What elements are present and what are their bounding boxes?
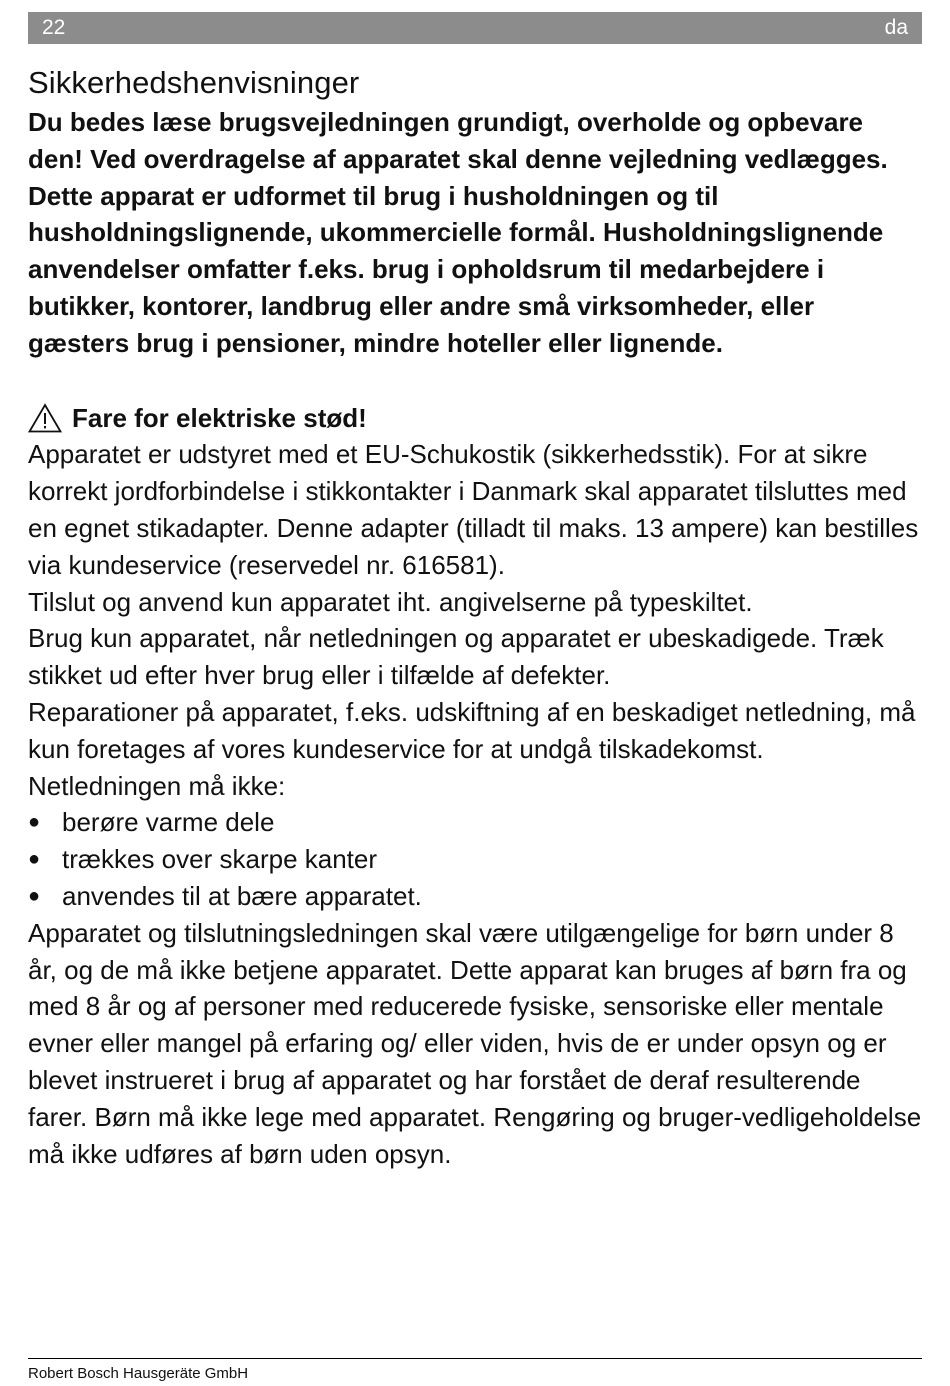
page-content (28, 62, 922, 1172)
warning-heading-text: Fare for elektriske stød! (72, 402, 367, 433)
page-number: 22 (42, 16, 66, 39)
list-item (28, 841, 922, 878)
footer-divider (28, 1358, 922, 1359)
warning-triangle-icon (28, 403, 62, 433)
cord-bullet-list (28, 804, 922, 914)
page-header-bar (28, 12, 922, 44)
section-title: Sikkerhedshenvisninger (28, 65, 360, 100)
bullet-icon: ● (28, 811, 41, 834)
list-item-text: anvendes til at bære apparatet. (62, 880, 422, 911)
paragraph-cord-must-not: Netledningen må ikke: (28, 770, 286, 801)
paragraph-undamaged: Brug kun apparatet, når netledningen og apparatet er ubeskadigede. Træk stikket ud efter hver brug eller i tilfælde af defekter. (28, 623, 884, 691)
list-item-text: trækkes over skarpe kanter (62, 844, 378, 875)
language-code: da (884, 16, 908, 39)
footer-company: Robert Bosch Hausgeräte GmbH (28, 1365, 249, 1382)
paragraph-children: Apparatet og tilslutningsledningen skal være utilgængelige for børn under 8 år, og de må ikke betjene apparatet. Dette apparat kan bruges af børn fra og med 8 år og af personer med reducerede fysiske, sensoriske eller mentale evner eller mangel på erfaring og/ eller viden, hvis de er under opsyn og er blevet instrueret i brug af apparatet og har forstået de deraf resulterende farer. Børn må ikke lege med apparatet. Rengøring og bruger-vedligeholdelse må ikke udføres af børn uden opsyn. (28, 917, 922, 1169)
bullet-icon: ● (28, 848, 41, 871)
list-item (28, 804, 922, 841)
intro-paragraph: Du bedes læse brugsvejledningen grundigt, overholde og opbevare den! Ved overdragelse af apparatet skal denne vejledning vedlægges. Dette apparat er udformet til brug i husholdningen og til husholdningslignende, ukommercielle formål. Husholdningslignende anvendelser omfatter f.eks. brug i opholdsrum til medarbejdere i butikker, kontorer, landbrug eller andre små virksomheder, eller gæsters brug i pensioner, mindre hoteller eller lignende. (28, 107, 888, 358)
paragraph-repairs: Reparationer på apparatet, f.eks. udskiftning af en beskadiget netledning, må kun foretages af vores kundeservice for at undgå tilskadekomst. (28, 696, 916, 764)
list-item-text: berøre varme dele (62, 807, 275, 838)
warning-heading (28, 400, 922, 437)
bullet-icon: ● (28, 884, 41, 907)
paragraph-plug-adapter: Apparatet er udstyret med et EU-Schukostik (sikkerhedsstik). For at sikre korrekt jordforbindelse i stikkontakter i Danmark skal apparatet tilsluttes med en egnet stikadapter. Denne adapter (tilladt til maks. 13 ampere) kan bestilles via kundeservice (reservedel nr. 616581). (28, 439, 919, 580)
list-item (28, 878, 922, 915)
paragraph-type-plate: Tilslut og anvend kun apparatet iht. angivelserne på typeskiltet. (28, 586, 753, 617)
